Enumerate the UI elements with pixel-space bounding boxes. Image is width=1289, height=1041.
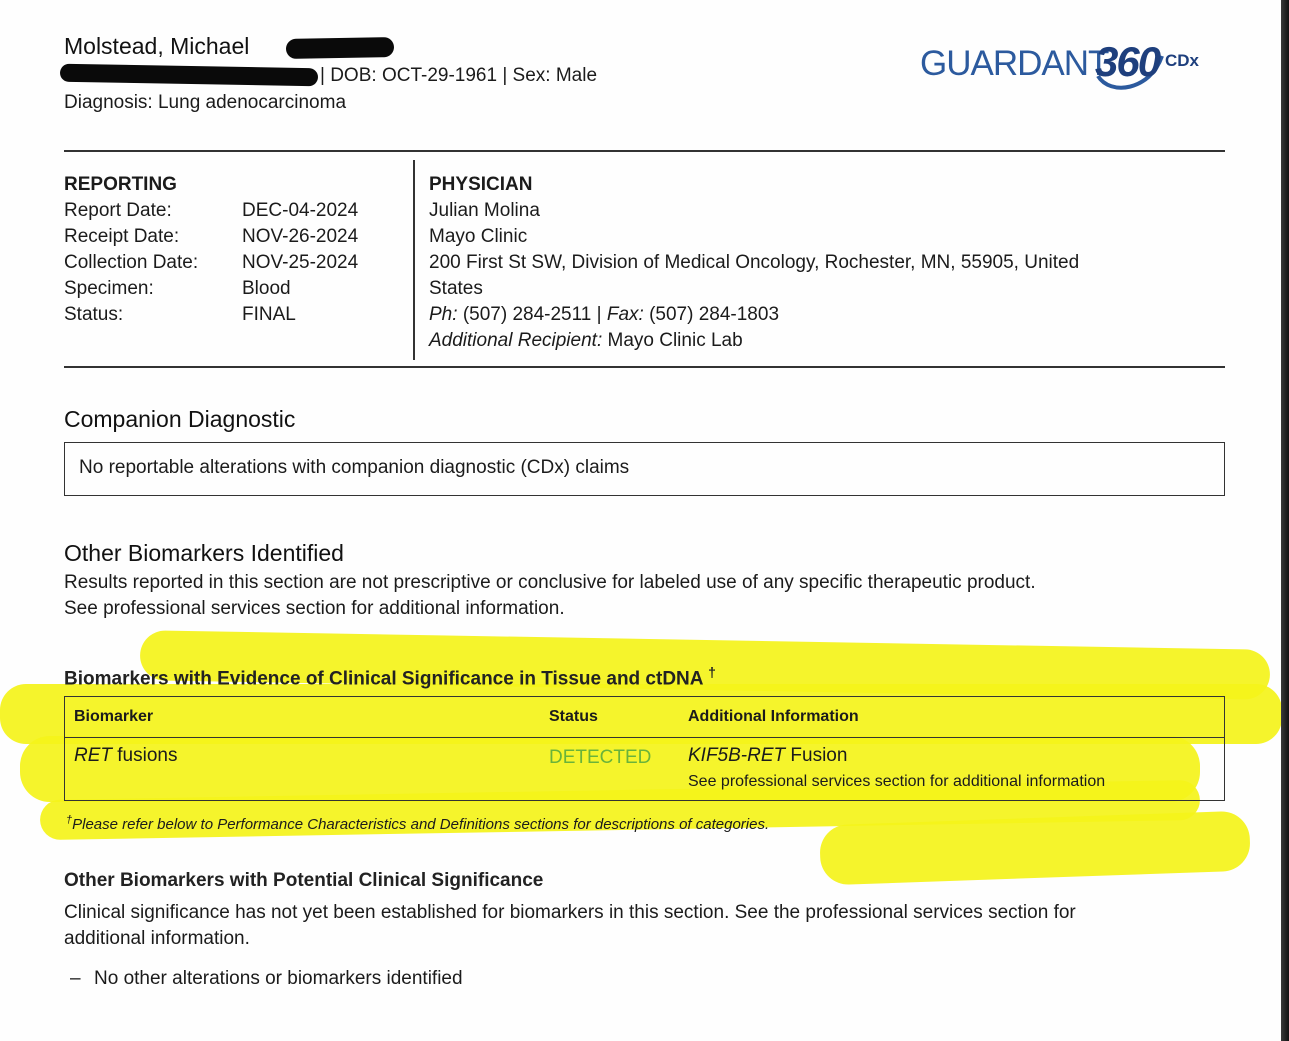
- guardant-logo: [920, 36, 1230, 96]
- status-label: Status:: [64, 304, 124, 325]
- fusion-type: Fusion: [785, 745, 848, 766]
- redaction-mark: [60, 64, 318, 86]
- info-note: See professional services section for additional information: [688, 773, 1106, 790]
- other-biomarkers-heading: Other Biomarkers Identified: [64, 540, 344, 566]
- column-header-info: Additional Information: [688, 708, 859, 725]
- specimen-value: Blood: [242, 278, 291, 299]
- info-cell: [688, 745, 847, 767]
- report-date-label: Report Date:: [64, 200, 172, 221]
- additional-recipient: [429, 328, 743, 354]
- logo-number: 360: [1095, 38, 1160, 85]
- status-value: FINAL: [242, 304, 296, 325]
- potential-line1: Clinical significance has not yet been established for biomarkers in this section. See the professional services section for: [64, 902, 1076, 923]
- fusion-name: KIF5B-RET: [688, 745, 786, 766]
- page-edge: [1281, 0, 1289, 1041]
- report-date-value: DEC-04-2024: [242, 200, 359, 221]
- phone-label: Ph:: [429, 304, 458, 325]
- footnote-text: Please refer below to Performance Characteristics and Definitions sections for descriptions of categories.: [72, 816, 770, 833]
- potential-line2: additional information.: [64, 928, 250, 949]
- recipient-label: Additional Recipient:: [429, 330, 603, 351]
- potential-heading: Other Biomarkers with Potential Clinical Significance: [64, 870, 544, 891]
- clinical-table-heading-text: Biomarkers with Evidence of Clinical Significance in Tissue and ctDNA: [64, 668, 703, 690]
- separator: |: [596, 304, 602, 325]
- column-divider: [413, 160, 415, 360]
- potential-item: No other alterations or biomarkers identified: [94, 968, 463, 989]
- collection-date-value: NOV-25-2024: [242, 252, 359, 273]
- status-badge: DETECTED: [549, 747, 652, 768]
- table-header: [65, 697, 1224, 738]
- divider: [64, 366, 1225, 368]
- phone-number: (507) 284-2511: [462, 304, 592, 325]
- biomarker-cell: [74, 745, 177, 767]
- biomarker-gene: RET: [74, 745, 112, 766]
- reporting-heading: REPORTING: [64, 174, 177, 195]
- patient-demographics: | DOB: OCT-29-1961 | Sex: Male: [320, 65, 598, 86]
- physician-address-line1: 200 First St SW, Division of Medical Oncology, Rochester, MN, 55905, United: [429, 252, 1080, 273]
- receipt-date-value: NOV-26-2024: [242, 226, 359, 247]
- other-biomarkers-line2: See professional services section for additional information.: [64, 598, 565, 619]
- companion-heading: Companion Diagnostic: [64, 406, 296, 432]
- companion-box: [64, 442, 1225, 496]
- divider: [64, 150, 1225, 152]
- table-footnote: [66, 814, 769, 833]
- biomarker-table: [64, 696, 1225, 801]
- logo-word: GUARDANT: [920, 44, 1109, 83]
- fax-number: (507) 284-1803: [649, 304, 780, 325]
- physician-name: Julian Molina: [429, 200, 540, 221]
- footnote-dagger: †: [66, 814, 73, 826]
- physician-clinic: Mayo Clinic: [429, 226, 528, 247]
- collection-date-label: Collection Date:: [64, 252, 199, 273]
- potential-bullet: –: [70, 968, 81, 989]
- clinical-table-heading: [64, 664, 716, 690]
- fax-label: Fax:: [606, 304, 644, 325]
- biomarker-type: fusions: [112, 745, 178, 766]
- companion-text: No reportable alterations with companion diagnostic (CDx) claims: [79, 457, 630, 478]
- physician-heading: PHYSICIAN: [429, 174, 533, 195]
- physician-address-line2: States: [429, 278, 483, 299]
- specimen-label: Specimen:: [64, 278, 154, 299]
- logo-suffix: CDx: [1165, 51, 1200, 70]
- column-header-biomarker: Biomarker: [74, 708, 154, 725]
- other-biomarkers-line1: Results reported in this section are not prescriptive or conclusive for labeled use of any specific therapeutic product.: [64, 572, 1036, 593]
- patient-diagnosis: Diagnosis: Lung adenocarcinoma: [64, 92, 347, 113]
- physician-contact: [429, 302, 779, 328]
- redaction-mark: [286, 37, 394, 59]
- dagger-mark: †: [708, 664, 716, 680]
- receipt-date-label: Receipt Date:: [64, 226, 180, 247]
- column-header-status: Status: [549, 708, 598, 725]
- recipient-value: Mayo Clinic Lab: [607, 330, 743, 351]
- patient-name: Molstead, Michael: [64, 33, 250, 59]
